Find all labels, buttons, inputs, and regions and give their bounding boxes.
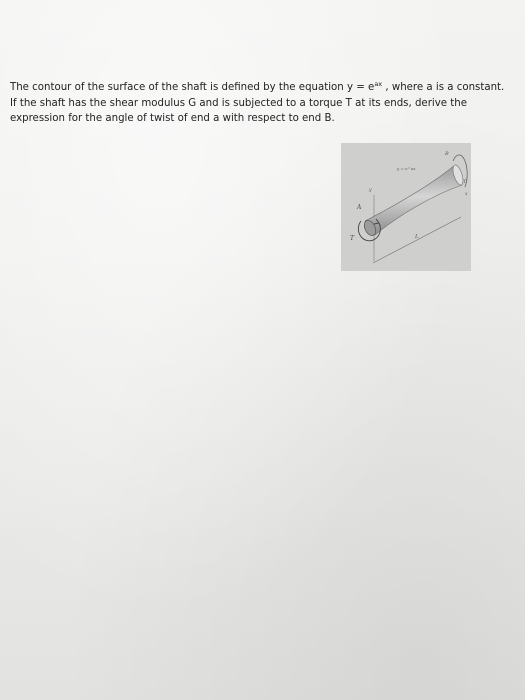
label-l: L (415, 234, 419, 240)
shaft-figure (341, 143, 471, 271)
problem-statement (10, 80, 515, 127)
problem-line-1-start: The contour of the surface of the shaft is defined by the equation y = e (10, 82, 375, 93)
label-t-right: T (463, 179, 467, 185)
label-b: B (445, 151, 449, 157)
label-t-left: T (350, 235, 355, 242)
label-a: A (357, 204, 362, 211)
problem-line-1-end: , where a is a constant. (382, 82, 505, 93)
label-x: x (465, 192, 468, 197)
problem-line-3: expression for the angle of twist of end a with respect to end B. (10, 113, 335, 124)
shaft-diagram (341, 143, 471, 271)
problem-line-2: If the shaft has the shear modulus G and is subjected to a torque T at its ends, derive the (10, 97, 467, 109)
label-y: y (369, 188, 372, 193)
problem-line-1 (10, 80, 515, 96)
exponent-ax: ax (374, 80, 383, 88)
label-equation: y = e^ax (397, 166, 416, 171)
